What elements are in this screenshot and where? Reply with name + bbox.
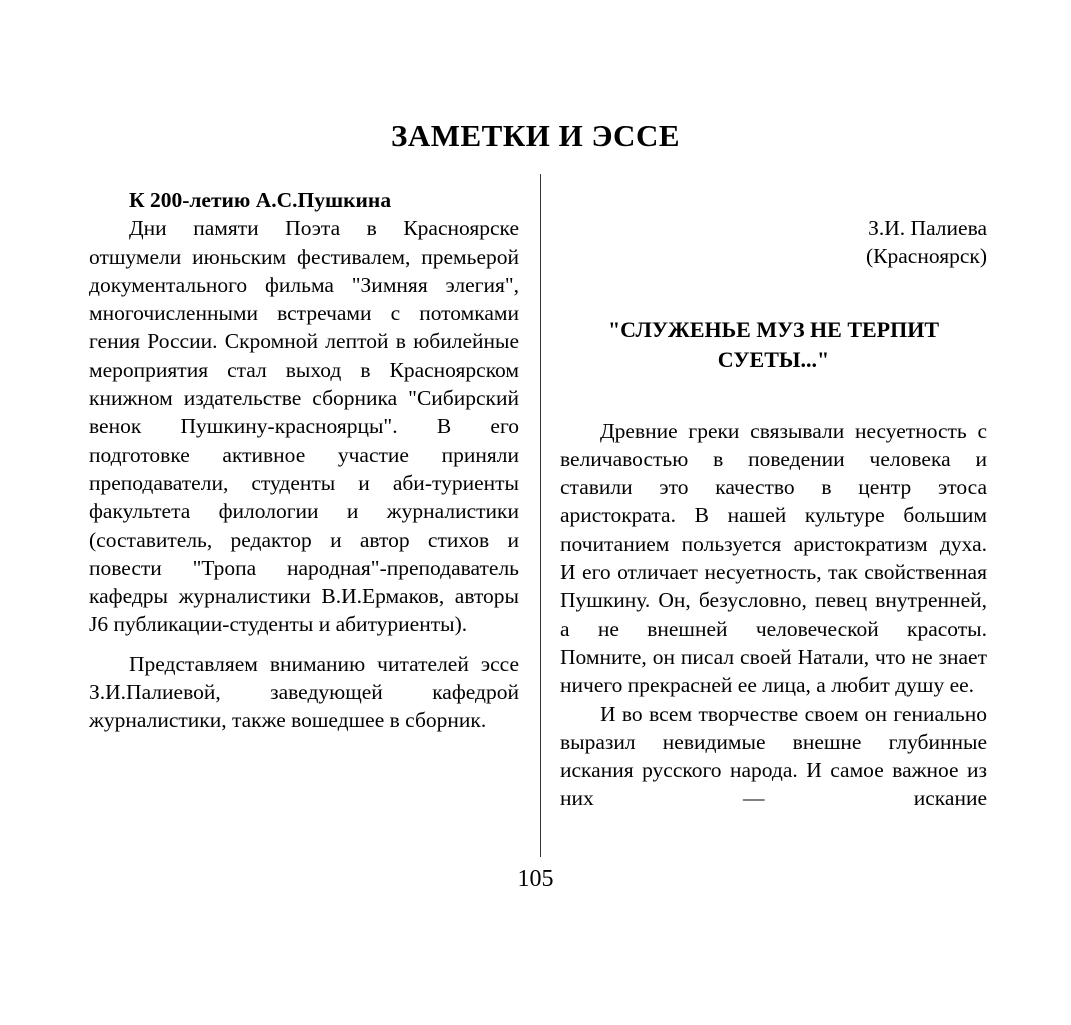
author-name: З.И. Палиева <box>868 216 987 240</box>
article-title-line-1: "СЛУЖЕНЬЕ МУЗ НЕ ТЕРПИТ <box>607 316 940 342</box>
essay-paragraph-1: Древние греки связывали несуетность с величавостью в поведении человека и ставили это качество в центр этоса аристократа. В нашей культуре большим почитанием пользуется аристократизм духа. И его отличает несуетность, так свойственная Пушкину. Он, безусловно, певец внутренней, а не внешней человеческой красоты. Помните, он писал своей Натали, что не знает ничего прекрасней ее лица, а любит душу ее. <box>560 418 987 698</box>
left-column <box>89 186 519 735</box>
article-title <box>560 315 987 375</box>
right-column <box>560 214 987 813</box>
intro-paragraph: Дни памяти Поэта в Красноярске отшумели июньским фестивалем, премьерой документального фильма "Зимняя элегия", многочисленными встречами с потомками гения России. Скромной лептой в юбилейные мероприятия стал выход в Красноярском книжном издательстве сборника "Сибирский венок Пушкину-красноярцы". В его подготовке активное участие приняли преподаватели, студенты и аби-туриенты факультета филологии и журналистики (составитель, редактор и автор стихов и повести "Тропа народная"-преподаватель кафедры журналистики В.И.Ермаков, авторы J6 публикации-студенты и абитуриенты). <box>89 216 519 637</box>
anniversary-heading: К 200-летию А.С.Пушкина <box>129 188 392 212</box>
author-city: (Красноярск) <box>866 244 987 269</box>
article-title-line-2: СУЕТЫ..." <box>717 346 830 372</box>
column-divider <box>540 174 541 857</box>
essay-paragraph-2: И во всем творчестве своем он гениально выразил невидимые внешне глубинные искания русского народа. И самое важное из них — искание <box>560 701 987 811</box>
presentation-paragraph: Представляем вниманию читателей эссе З.И.Палиевой, заведующей кафедрой журналистики, также вошедшее в сборник. <box>89 651 519 733</box>
section-title: ЗАМЕТКИ И ЭССЕ <box>390 118 681 153</box>
page-number: 105 <box>517 866 554 892</box>
